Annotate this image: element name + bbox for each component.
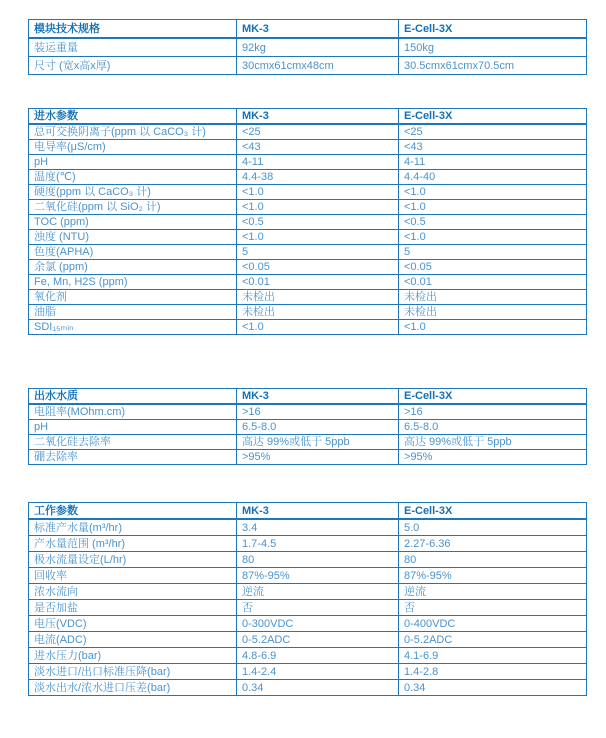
value-cell: 未检出 bbox=[399, 290, 587, 305]
table-row bbox=[29, 215, 587, 230]
value-cell: 4.4-40 bbox=[399, 170, 587, 185]
param-label-cell: 回收率 bbox=[29, 568, 237, 584]
table-title-cell: 工作参数 bbox=[29, 503, 237, 520]
param-label-cell: Fe, Mn, H2S (ppm) bbox=[29, 275, 237, 290]
column-header-cell: MK-3 bbox=[237, 20, 399, 39]
value-cell: 未检出 bbox=[237, 305, 399, 320]
value-cell: 高达 99%或低于 5ppb bbox=[237, 435, 399, 450]
value-cell: 150kg bbox=[399, 38, 587, 57]
param-label-cell: 尺寸 (宽x高x厚) bbox=[29, 57, 237, 75]
table-row bbox=[29, 404, 587, 420]
param-label-cell: 硬度(ppm 以 CaCO₃ 计) bbox=[29, 185, 237, 200]
table-row bbox=[29, 290, 587, 305]
param-label-cell: 色度(APHA) bbox=[29, 245, 237, 260]
value-cell: <1.0 bbox=[237, 200, 399, 215]
table-title-cell: 进水参数 bbox=[29, 109, 237, 125]
table-module-specs bbox=[28, 19, 587, 75]
table-row bbox=[29, 450, 587, 465]
value-cell: 6.5-8.0 bbox=[237, 420, 399, 435]
param-label-cell: 淡水进口/出口标准压降(bar) bbox=[29, 664, 237, 680]
value-cell: >16 bbox=[399, 404, 587, 420]
value-cell: 92kg bbox=[237, 38, 399, 57]
param-label-cell: 温度(℃) bbox=[29, 170, 237, 185]
value-cell: 0-400VDC bbox=[399, 616, 587, 632]
table-row bbox=[29, 616, 587, 632]
table-row bbox=[29, 230, 587, 245]
value-cell: 未检出 bbox=[237, 290, 399, 305]
value-cell: 否 bbox=[237, 600, 399, 616]
column-header-cell: MK-3 bbox=[237, 503, 399, 520]
table-product-water-quality bbox=[28, 388, 587, 465]
table-row bbox=[29, 140, 587, 155]
param-label-cell: SDI₁₅ₘᵢₙ bbox=[29, 320, 237, 335]
param-label-cell: pH bbox=[29, 155, 237, 170]
value-cell: 80 bbox=[237, 552, 399, 568]
table-row bbox=[29, 536, 587, 552]
table-row bbox=[29, 632, 587, 648]
param-label-cell: 浓水流向 bbox=[29, 584, 237, 600]
table-row bbox=[29, 57, 587, 75]
value-cell: 否 bbox=[399, 600, 587, 616]
value-cell: 逆流 bbox=[237, 584, 399, 600]
param-label-cell: 氧化剂 bbox=[29, 290, 237, 305]
param-label-cell: 二氧化硅(ppm 以 SiO₂ 计) bbox=[29, 200, 237, 215]
table-row bbox=[29, 185, 587, 200]
table-operating-params bbox=[28, 502, 587, 696]
param-label-cell: 余氯 (ppm) bbox=[29, 260, 237, 275]
param-label-cell: 硼去除率 bbox=[29, 450, 237, 465]
table-title-cell: 出水水质 bbox=[29, 389, 237, 405]
table-row bbox=[29, 305, 587, 320]
value-cell: 高达 99%或低于 5ppb bbox=[399, 435, 587, 450]
table-row bbox=[29, 435, 587, 450]
value-cell: 80 bbox=[399, 552, 587, 568]
value-cell: <1.0 bbox=[399, 200, 587, 215]
value-cell: <1.0 bbox=[399, 320, 587, 335]
table-row bbox=[29, 124, 587, 140]
table-row bbox=[29, 680, 587, 696]
table-row bbox=[29, 155, 587, 170]
table-row bbox=[29, 552, 587, 568]
value-cell: 4.4-38 bbox=[237, 170, 399, 185]
value-cell: 5 bbox=[399, 245, 587, 260]
param-label-cell: 二氧化硅去除率 bbox=[29, 435, 237, 450]
table-row bbox=[29, 320, 587, 335]
value-cell: 未检出 bbox=[399, 305, 587, 320]
value-cell: <43 bbox=[237, 140, 399, 155]
value-cell: 87%-95% bbox=[399, 568, 587, 584]
table-row bbox=[29, 260, 587, 275]
table-header-row bbox=[29, 109, 587, 125]
value-cell: <1.0 bbox=[237, 185, 399, 200]
param-label-cell: 浊度 (NTU) bbox=[29, 230, 237, 245]
param-label-cell: 电阻率(MOhm.cm) bbox=[29, 404, 237, 420]
param-label-cell: pH bbox=[29, 420, 237, 435]
value-cell: <0.05 bbox=[237, 260, 399, 275]
param-label-cell: TOC (ppm) bbox=[29, 215, 237, 230]
value-cell: <1.0 bbox=[399, 185, 587, 200]
param-label-cell: 电流(ADC) bbox=[29, 632, 237, 648]
value-cell: 3.4 bbox=[237, 519, 399, 536]
table-row bbox=[29, 600, 587, 616]
value-cell: <1.0 bbox=[237, 230, 399, 245]
table-row bbox=[29, 664, 587, 680]
table-title-cell: 模块技术规格 bbox=[29, 20, 237, 39]
value-cell: 0-5.2ADC bbox=[237, 632, 399, 648]
value-cell: 0.34 bbox=[237, 680, 399, 696]
column-header-cell: MK-3 bbox=[237, 389, 399, 405]
value-cell: 1.7-4.5 bbox=[237, 536, 399, 552]
param-label-cell: 产水量范围 (m³/hr) bbox=[29, 536, 237, 552]
value-cell: >95% bbox=[399, 450, 587, 465]
param-label-cell: 是否加盐 bbox=[29, 600, 237, 616]
table-row bbox=[29, 648, 587, 664]
value-cell: <0.05 bbox=[399, 260, 587, 275]
table-row bbox=[29, 275, 587, 290]
value-cell: 5.0 bbox=[399, 519, 587, 536]
value-cell: 30.5cmx61cmx70.5cm bbox=[399, 57, 587, 75]
column-header-cell: E-Cell-3X bbox=[399, 109, 587, 125]
value-cell: 30cmx61cmx48cm bbox=[237, 57, 399, 75]
param-label-cell: 装运重量 bbox=[29, 38, 237, 57]
table-row bbox=[29, 38, 587, 57]
value-cell: 0-5.2ADC bbox=[399, 632, 587, 648]
value-cell: <43 bbox=[399, 140, 587, 155]
column-header-cell: E-Cell-3X bbox=[399, 20, 587, 39]
table-feed-water-params bbox=[28, 108, 587, 335]
value-cell: <25 bbox=[399, 124, 587, 140]
column-header-cell: MK-3 bbox=[237, 109, 399, 125]
param-label-cell: 淡水出水/浓水进口压差(bar) bbox=[29, 680, 237, 696]
value-cell: 2.27-6.36 bbox=[399, 536, 587, 552]
value-cell: <0.5 bbox=[399, 215, 587, 230]
table-row bbox=[29, 584, 587, 600]
table-row bbox=[29, 200, 587, 215]
column-header-cell: E-Cell-3X bbox=[399, 503, 587, 520]
value-cell: <1.0 bbox=[237, 320, 399, 335]
value-cell: 逆流 bbox=[399, 584, 587, 600]
value-cell: 1.4-2.8 bbox=[399, 664, 587, 680]
value-cell: >95% bbox=[237, 450, 399, 465]
table-header-row bbox=[29, 503, 587, 520]
value-cell: 0.34 bbox=[399, 680, 587, 696]
column-header-cell: E-Cell-3X bbox=[399, 389, 587, 405]
param-label-cell: 极水流量设定(L/hr) bbox=[29, 552, 237, 568]
value-cell: <25 bbox=[237, 124, 399, 140]
value-cell: <0.01 bbox=[399, 275, 587, 290]
value-cell: 4.8-6.9 bbox=[237, 648, 399, 664]
value-cell: 4-11 bbox=[399, 155, 587, 170]
value-cell: >16 bbox=[237, 404, 399, 420]
param-label-cell: 标准产水量(m³/hr) bbox=[29, 519, 237, 536]
value-cell: 0-300VDC bbox=[237, 616, 399, 632]
value-cell: 5 bbox=[237, 245, 399, 260]
value-cell: <0.01 bbox=[237, 275, 399, 290]
table-header-row bbox=[29, 20, 587, 39]
value-cell: <0.5 bbox=[237, 215, 399, 230]
param-label-cell: 电导率(μS/cm) bbox=[29, 140, 237, 155]
value-cell: 4-11 bbox=[237, 155, 399, 170]
table-header-row bbox=[29, 389, 587, 405]
param-label-cell: 电压(VDC) bbox=[29, 616, 237, 632]
table-row bbox=[29, 568, 587, 584]
value-cell: 1.4-2.4 bbox=[237, 664, 399, 680]
value-cell: 87%-95% bbox=[237, 568, 399, 584]
table-row bbox=[29, 519, 587, 536]
table-row bbox=[29, 245, 587, 260]
param-label-cell: 进水压力(bar) bbox=[29, 648, 237, 664]
param-label-cell: 总可交换阴离子(ppm 以 CaCO₃ 计) bbox=[29, 124, 237, 140]
value-cell: <1.0 bbox=[399, 230, 587, 245]
table-row bbox=[29, 170, 587, 185]
value-cell: 6.5-8.0 bbox=[399, 420, 587, 435]
table-row bbox=[29, 420, 587, 435]
value-cell: 4.1-6.9 bbox=[399, 648, 587, 664]
param-label-cell: 油脂 bbox=[29, 305, 237, 320]
